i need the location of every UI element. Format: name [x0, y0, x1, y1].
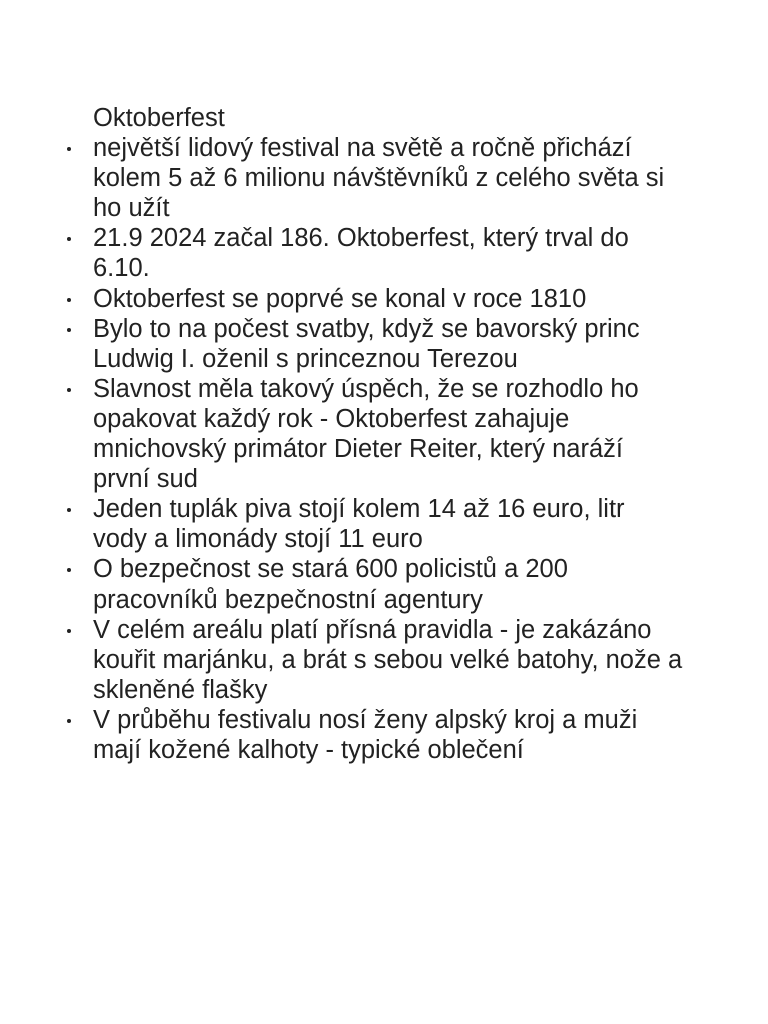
bullet-dot-icon	[67, 298, 71, 302]
bullet-text: Jeden tuplák piva stojí kolem 14 až 16 euro, litr vody a limonády stojí 11 euro	[93, 495, 625, 554]
bullet-text: Bylo to na počest svatby, když se bavorský princ Ludwig I. oženil s princeznou Terezou	[93, 314, 640, 373]
bullet-dot-icon	[67, 568, 71, 572]
bullet-dot-icon	[67, 388, 71, 392]
bullet-item	[93, 314, 683, 374]
bullet-dot-icon	[67, 147, 71, 151]
bullet-item	[93, 494, 683, 554]
document-content	[93, 103, 683, 765]
bullet-item	[93, 133, 683, 223]
bullet-text: Slavnost měla takový úspěch, že se rozhodlo ho opakovat každý rok - Oktoberfest zahajuje mnichovský primátor Dieter Reiter, který naráží první sud	[93, 374, 639, 494]
bullet-dot-icon	[67, 508, 71, 512]
bullet-dot-icon	[67, 719, 71, 723]
bullet-item	[93, 374, 683, 494]
bullet-item	[93, 615, 683, 705]
bullet-text: V průběhu festivalu nosí ženy alpský kroj a muži mají kožené kalhoty - typické oblečení	[93, 705, 638, 764]
bullet-item	[93, 705, 683, 765]
bullet-text: největší lidový festival na světě a ročně přichází kolem 5 až 6 milionu návštěvníků z celého světa si ho užít	[93, 134, 665, 223]
document-heading: Oktoberfest	[93, 104, 225, 132]
bullet-text: Oktoberfest se poprvé se konal v roce 1810	[93, 284, 587, 313]
bullet-item	[93, 223, 683, 283]
bullet-dot-icon	[67, 629, 71, 633]
bullet-list	[93, 133, 683, 765]
bullet-dot-icon	[67, 237, 71, 241]
bullet-item	[93, 284, 683, 314]
bullet-dot-icon	[67, 328, 71, 332]
bullet-text: O bezpečnost se stará 600 policistů a 200 pracovníků bezpečnostní agentury	[93, 555, 568, 614]
bullet-text: 21.9 2024 začal 186. Oktoberfest, který trval do 6.10.	[93, 224, 629, 283]
bullet-item	[93, 554, 683, 614]
bullet-text: V celém areálu platí přísná pravidla - je zakázáno kouřit marjánku, a brát s sebou velké batohy, nože a skleněné flašky	[93, 615, 683, 704]
